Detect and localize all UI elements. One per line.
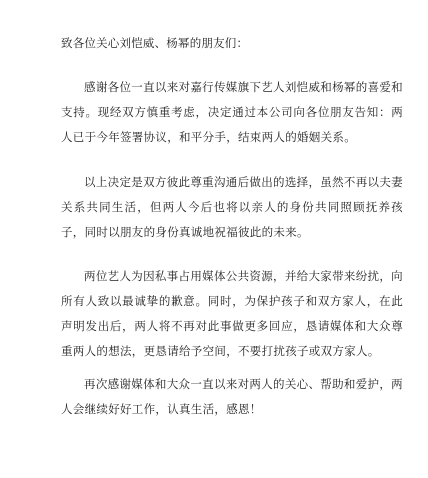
paragraph-closing: 再次感谢媒体和大众一直以来对两人的关心、帮助和爱护，两人会继续好好工作，认真生活，感恩！ (61, 377, 403, 416)
paragraph-apology: 两位艺人为因私事占用媒体公共资源，并给大家带来纷扰，向所有人致以最诚挚的歉意。同时，为保护孩子和双方家人，在此声明发出后，两人将不再对此事做更多回应，恳请媒体和大众尊重两人的想法，更恳请给予空间，不要打扰孩子或双方家人。 (61, 269, 403, 358)
paragraph-decision: 以上决定是双方彼此尊重沟通后做出的选择，虽然不再以夫妻关系共同生活，但两人今后也将以亲人的身份共同照顾抚养孩子，同时以朋友的身份真诚地祝福彼此的未来。 (61, 175, 403, 239)
salutation: 致各位关心刘恺威、杨幂的朋友们： (61, 36, 249, 50)
paragraph-thanks: 感谢各位一直以来对嘉行传媒旗下艺人刘恺威和杨幂的喜爱和支持。现经双方慎重考虑，决定通过本公司向各位朋友告知：两人已于今年签署协议，和平分手，结束两人的婚姻关系。 (61, 80, 403, 144)
